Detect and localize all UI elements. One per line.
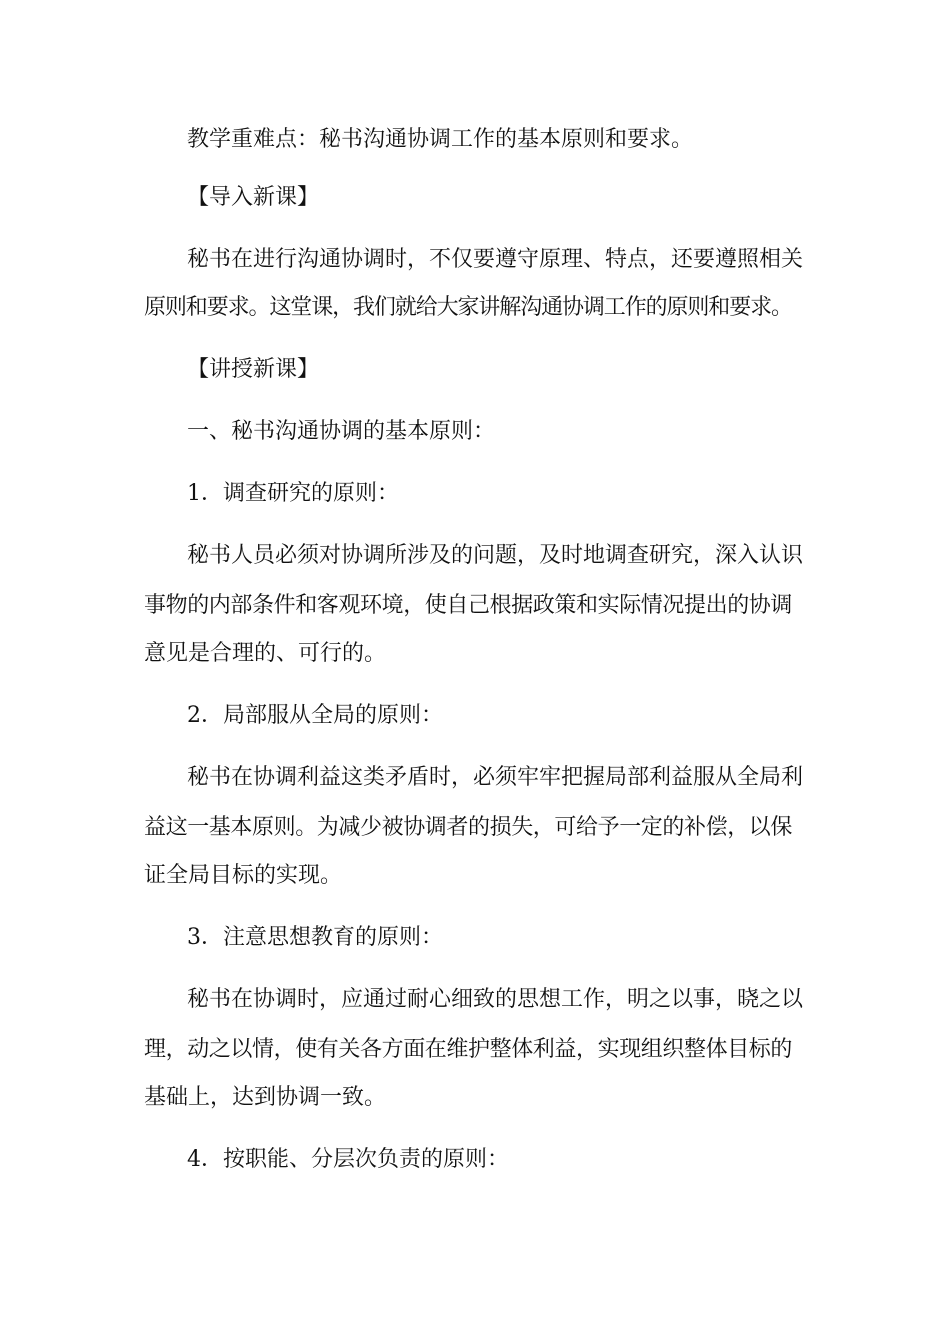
principle-2-line-1: 秘书在协调利益这类矛盾时，必须牢牢把握局部利益服从全局利	[187, 765, 804, 790]
principle-1-line-2: 事物的内部条件和客观环境，使自己根据政策和实际情况提出的协调	[144, 593, 793, 618]
principle-4-title: 4．按职能、分层次负责的原则：	[187, 1147, 509, 1172]
principle-1-line-1: 秘书人员必须对协调所涉及的问题，及时地调查研究，深入认识	[187, 543, 804, 568]
heading-intro: 【导入新课】	[187, 185, 320, 210]
principle-1-line-3: 意见是合理的、可行的。	[144, 641, 387, 666]
principle-3-line-3: 基础上，达到协调一致。	[144, 1085, 387, 1110]
intro-paragraph-line-2: 原则和要求。这堂课，我们就给大家讲解沟通协调工作的原则和要求。	[144, 295, 792, 320]
principle-1-title: 1．调查研究的原则：	[187, 481, 399, 506]
principle-2-line-2: 益这一基本原则。为减少被协调者的损失，可给予一定的补偿，以保	[144, 815, 793, 840]
principle-3-line-1: 秘书在协调时，应通过耐心细致的思想工作，明之以事，晓之以	[187, 987, 804, 1012]
principle-2-title: 2．局部服从全局的原则：	[187, 703, 443, 728]
heading-lecture: 【讲授新课】	[187, 357, 320, 382]
section-1-title: 一、秘书沟通协调的基本原则：	[187, 419, 496, 444]
principle-2-line-3: 证全局目标的实现。	[144, 863, 343, 888]
principle-3-title: 3．注意思想教育的原则：	[187, 925, 443, 950]
intro-paragraph-line-1: 秘书在进行沟通协调时，不仅要遵守原理、特点，还要遵照相关	[187, 247, 804, 272]
key-point-line: 教学重难点：秘书沟通协调工作的基本原则和要求。	[187, 127, 694, 152]
principle-3-line-2: 理，动之以情，使有关各方面在维护整体利益，实现组织整体目标的	[144, 1037, 793, 1062]
